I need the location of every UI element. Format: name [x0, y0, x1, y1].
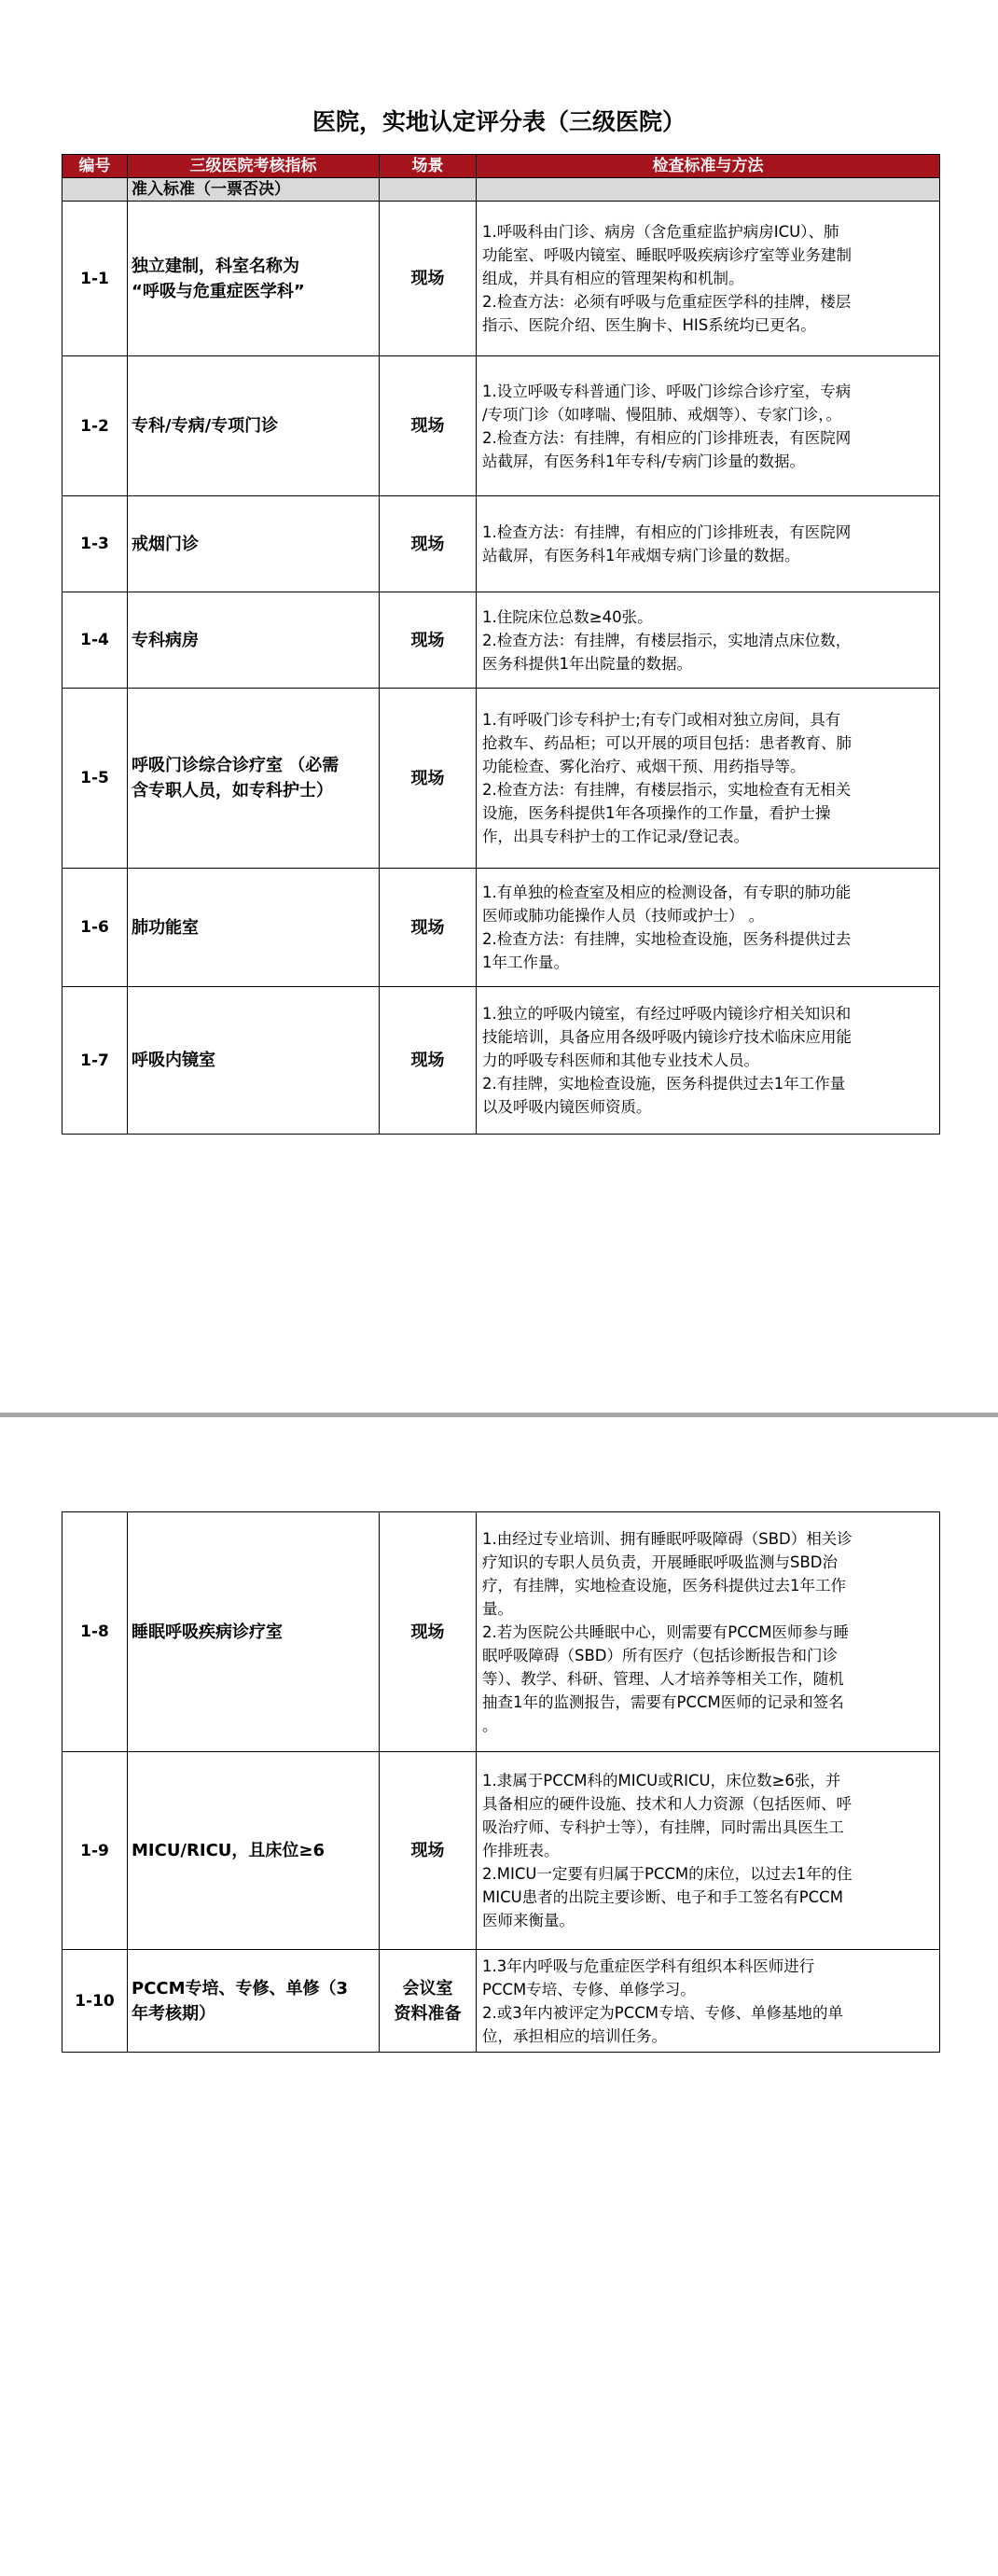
row-method	[477, 869, 940, 987]
row-method-line: 2.检查方法：有挂牌，有楼层指示，实地检查有无相关	[482, 781, 852, 799]
row-indicator-line: 专科病房	[132, 630, 199, 650]
row-method-line: 1.有呼吸门诊专科护士;有专门或相对独立房间，具有	[482, 711, 841, 729]
row-indicator	[128, 1950, 380, 2053]
table-row	[62, 496, 940, 592]
row-method	[477, 689, 940, 869]
table-row	[62, 202, 940, 356]
row-scene-line: 现场	[410, 917, 445, 938]
row-method-line: 站截屏，有医务科1年戒烟专病门诊量的数据。	[482, 547, 800, 564]
row-method-line: 2.或3年内被评定为PCCM专培、专修、单修基地的单	[482, 2003, 843, 2022]
row-method-line: 1年工作量。	[482, 954, 569, 971]
row-scene	[380, 202, 477, 356]
category-label: 准入标准（一票否决）	[128, 178, 380, 202]
header-method: 检查标准与方法	[477, 155, 940, 178]
row-method	[477, 1752, 940, 1950]
page-title: 医院，实地认定评分表（三级医院）	[312, 108, 686, 135]
row-indicator	[128, 1512, 380, 1752]
row-method-line: 以及呼吸内镜医师资质。	[482, 1098, 652, 1116]
row-method-line: 医师或肺功能操作人员（技师或护士） 。	[482, 907, 765, 925]
row-id: 1-6	[62, 869, 128, 987]
row-method-line: 具备相应的硬件设施、技术和人力资源（包括医师、呼	[482, 1795, 852, 1813]
row-method-line: 2.若为医院公共睡眠中心，则需要有PCCM医师参与睡	[482, 1622, 849, 1641]
row-id: 1-8	[62, 1512, 128, 1752]
row-method-line: 疗知识的专职人员负责，开展睡眠呼吸监测与SBD治	[482, 1553, 838, 1571]
row-method-line: /专项门诊（如哮喘、慢阻肺、戒烟等）、专家门诊，。	[482, 405, 842, 424]
row-id: 1-10	[62, 1950, 128, 2053]
row-scene	[380, 1950, 477, 2053]
row-method-line: 等）、教学、科研、管理、人才培养等相关工作，随机	[482, 1669, 844, 1688]
row-method-line: 作排班表。	[482, 1842, 560, 1859]
row-method-line: 抽查1年的监测报告，需要有PCCM医师的记录和签名	[482, 1692, 844, 1711]
row-method-line: PCCM专培、专修、单修学习。	[482, 1980, 696, 1998]
row-scene	[380, 496, 477, 592]
row-indicator-line: 睡眠呼吸疾病诊疗室	[132, 1622, 283, 1642]
row-method-line: 1.由经过专业培训、拥有睡眠呼吸障碍（SBD）相关诊	[482, 1529, 852, 1548]
row-method-line: 眠呼吸障碍（SBD）所有医疗（包括诊断报告和门诊	[482, 1646, 838, 1664]
row-method	[477, 496, 940, 592]
table-row	[62, 592, 940, 689]
row-scene	[380, 356, 477, 496]
row-method-line: 2.检查方法：有挂牌，有相应的门诊排班表，有医院网	[482, 428, 852, 447]
row-scene	[380, 689, 477, 869]
row-scene	[380, 592, 477, 689]
table-row	[62, 987, 940, 1135]
category-row	[62, 178, 940, 202]
row-method-line: 1.独立的呼吸内镜室，有经过呼吸内镜诊疗相关知识和	[482, 1005, 852, 1023]
row-indicator	[128, 987, 380, 1135]
row-method-line: 吸治疗师、专科护士等），有挂牌，同时需出具医生工	[482, 1818, 844, 1836]
row-indicator-line: 专科/专病/专项门诊	[132, 416, 279, 436]
row-indicator-line: 含专职人员，如专科护士）	[132, 781, 333, 801]
row-indicator-line: 戒烟门诊	[132, 534, 199, 554]
row-id: 1-4	[62, 592, 128, 689]
row-method-line: 2.检查方法：必须有呼吸与危重症医学科的挂牌，楼层	[482, 293, 852, 311]
row-scene-line: 现场	[410, 269, 445, 288]
row-method-line: 抢救车、药品柜；可以开展的项目包括：患者教育、肺	[482, 734, 852, 752]
row-method-line: 1.呼吸科由门诊、病房（含危重症监护病房ICU）、肺	[482, 223, 839, 241]
row-method-line: 力的呼吸专科医师和其他专业技术人员。	[482, 1051, 759, 1069]
row-method-line: 2.检查方法：有挂牌，有楼层指示，实地清点床位数，	[482, 631, 852, 649]
row-method-line: 医师来衡量。	[482, 1912, 575, 1929]
row-method-line: 1.3年内呼吸与危重症医学科有组织本科医师进行	[482, 1956, 815, 1975]
row-method-line: 位，承担相应的培训任务。	[482, 2026, 667, 2045]
table-row	[62, 1950, 940, 2053]
row-scene	[380, 1512, 477, 1752]
row-method	[477, 1512, 940, 1752]
header-scene: 场景	[380, 155, 477, 178]
row-method-line: 功能室、呼吸内镜室、睡眠呼吸疾病诊疗室等业务建制	[482, 246, 852, 264]
row-method-line: 量。	[482, 1599, 513, 1618]
row-indicator-line: 独立建制，科室名称为	[132, 256, 299, 276]
header-indicator: 三级医院考核指标	[128, 155, 380, 178]
table-row	[62, 356, 940, 496]
row-method	[477, 1950, 940, 2053]
row-method-line: 1.隶属于PCCM科的MICU或RICU，床位数≥6张，并	[482, 1772, 841, 1789]
row-indicator	[128, 689, 380, 869]
row-method	[477, 202, 940, 356]
row-scene	[380, 987, 477, 1135]
row-indicator-line: 年考核期）	[132, 2003, 215, 2024]
row-indicator	[128, 869, 380, 987]
row-indicator	[128, 202, 380, 356]
row-indicator	[128, 356, 380, 496]
row-method-line: 1.检查方法：有挂牌，有相应的门诊排班表，有医院网	[482, 523, 852, 541]
row-method-line: MICU患者的出院主要诊断、电子和手工签名有PCCM	[482, 1888, 843, 1906]
row-method-line: 组成，并具有相应的管理架构和机制。	[482, 270, 744, 287]
table-row	[62, 1752, 940, 1950]
scoring-table-part-2	[62, 1511, 940, 2053]
row-method-line: 作，出具专科护士的工作记录/登记表。	[482, 828, 750, 845]
page-divider	[0, 1413, 998, 1417]
table-header-row	[62, 155, 940, 178]
row-scene-line: 现场	[410, 1622, 445, 1642]
row-scene	[380, 869, 477, 987]
row-id: 1-9	[62, 1752, 128, 1950]
row-method-line: 指示、医院介绍、医生胸卡、HIS系统均已更名。	[482, 316, 816, 334]
row-indicator-line: 肺功能室	[132, 917, 199, 938]
row-indicator-line: MICU/RICU，且床位≥6	[132, 1841, 325, 1860]
row-indicator-line: 呼吸内镜室	[132, 1051, 215, 1070]
row-method-line: 1.住院床位总数≥40张。	[482, 607, 653, 626]
row-id: 1-5	[62, 689, 128, 869]
row-method-line: 2.有挂牌，实地检查设施，医务科提供过去1年工作量	[482, 1075, 846, 1093]
row-method-line: 站截屏，有医务科1年专科/专病门诊量的数据。	[482, 452, 806, 470]
row-scene-line: 现场	[410, 534, 445, 554]
row-method-line: 功能检查、雾化治疗、戒烟干预、用药指导等。	[482, 758, 806, 775]
row-scene-line: 现场	[410, 1051, 445, 1070]
row-method	[477, 592, 940, 689]
row-scene-line: 现场	[410, 630, 445, 650]
row-scene	[380, 1752, 477, 1950]
row-method-line: 设施，医务科提供1年各项操作的工作量，看护士操	[482, 804, 831, 822]
table-row	[62, 689, 940, 869]
row-method-line: 疗，有挂牌，实地检查设施，医务科提供过去1年工作	[482, 1576, 846, 1594]
row-scene-line: 现场	[410, 768, 445, 788]
row-method	[477, 356, 940, 496]
row-method-line: 1.设立呼吸专科普通门诊、呼吸门诊综合诊疗室，专病	[482, 382, 852, 400]
row-method-line: 医务科提供1年出院量的数据。	[482, 654, 692, 673]
row-method-line: 技能培训，具备应用各级呼吸内镜诊疗技术临床应用能	[482, 1028, 852, 1046]
row-scene-line: 现场	[410, 1841, 445, 1860]
row-method-line: 。	[482, 1716, 498, 1734]
row-id: 1-1	[62, 202, 128, 356]
row-id: 1-3	[62, 496, 128, 592]
row-id: 1-2	[62, 356, 128, 496]
row-indicator-line: 呼吸门诊综合诊疗室 （必需	[132, 756, 340, 775]
row-indicator-line: “呼吸与危重症医学科”	[132, 281, 305, 301]
row-indicator	[128, 592, 380, 689]
row-indicator	[128, 496, 380, 592]
row-method-line: 2.MICU一定要有归属于PCCM的床位，以过去1年的住	[482, 1865, 852, 1883]
row-scene-line: 资料准备	[394, 2003, 462, 2024]
scoring-table-part-1	[62, 154, 940, 1135]
row-method-line: 2.检查方法：有挂牌，实地检查设施，医务科提供过去	[482, 930, 852, 948]
row-scene-line: 现场	[410, 416, 445, 436]
table-row	[62, 869, 940, 987]
row-method-line: 1.有单独的检查室及相应的检测设备，有专职的肺功能	[482, 884, 852, 901]
row-indicator	[128, 1752, 380, 1950]
row-indicator-line: PCCM专培、专修、单修（3	[132, 1978, 349, 1998]
row-scene-line: 会议室	[402, 1978, 453, 1998]
row-method	[477, 987, 940, 1135]
row-id: 1-7	[62, 987, 128, 1135]
header-id: 编号	[62, 155, 128, 178]
table-row	[62, 1512, 940, 1752]
